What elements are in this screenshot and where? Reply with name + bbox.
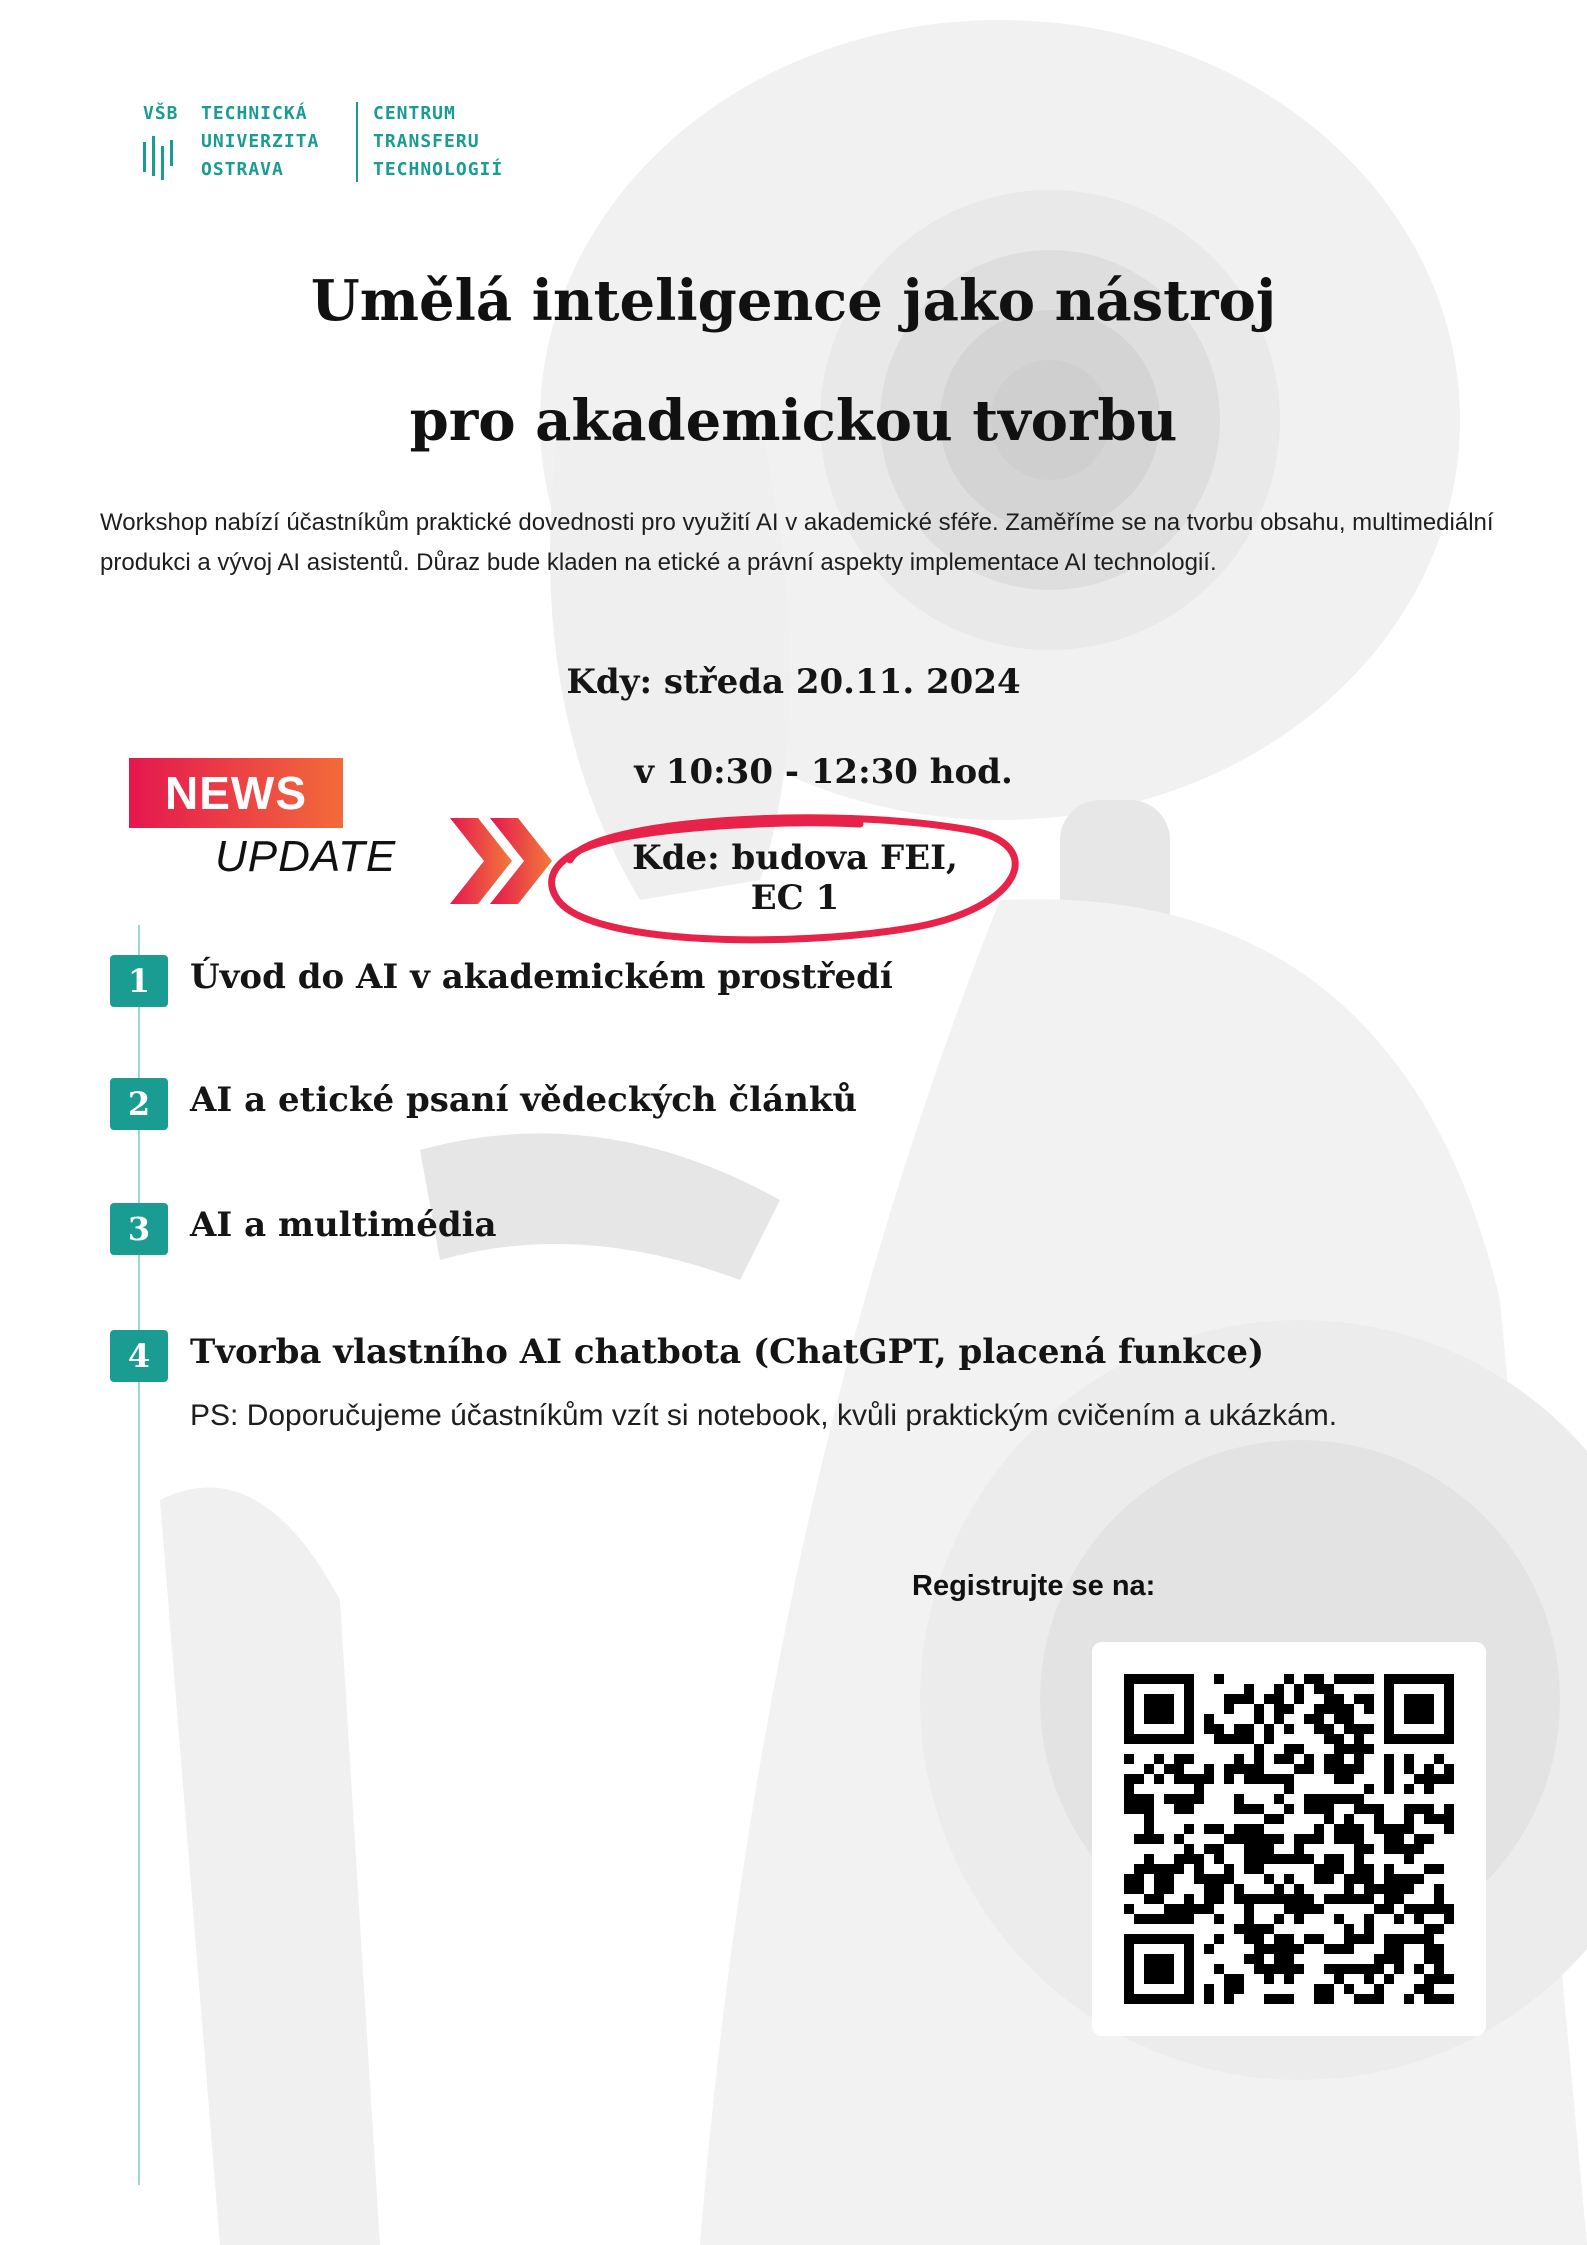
program-item-number: 3 bbox=[110, 1203, 168, 1255]
program-item-number: 1 bbox=[110, 955, 168, 1007]
program-item-number: 4 bbox=[110, 1330, 168, 1382]
event-place: Kde: budova FEI, EC 1 bbox=[632, 838, 958, 918]
logo-centre-line: CENTRUM bbox=[373, 103, 456, 124]
logo-university-line: TECHNICKÁ bbox=[201, 103, 308, 124]
note-paragraph: PS: Doporučujeme účastníkům vzít si notebook, kvůli praktickým cvičením a ukázkám. bbox=[190, 1399, 1338, 1432]
logo-centre-line: TRANSFERU bbox=[373, 131, 480, 152]
program-item-number: 2 bbox=[110, 1078, 168, 1130]
logo-centre-line: TECHNOLOGIÍ bbox=[373, 159, 504, 180]
intro-paragraph: Workshop nabízí účastníkům praktické dovednosti pro využití AI v akademické sféře. Zaměříme se na tvorbu obsahu, multimediální produkci a vývoj AI asistentů. Důraz bude kladen na etické a právní aspekty implementace AI technologií. bbox=[100, 509, 1494, 576]
logo-divider bbox=[356, 102, 358, 182]
logo-university-line: OSTRAVA bbox=[201, 159, 284, 180]
page-title-line-1: Umělá inteligence jako nástroj bbox=[310, 268, 1277, 334]
page-title-line-2: pro akademickou tvorbu bbox=[409, 388, 1178, 454]
logo-university bbox=[201, 100, 319, 184]
program-item-label: AI a multimédia bbox=[190, 1205, 497, 1245]
register-label: Registrujte se na: bbox=[912, 1570, 1156, 1602]
event-time: v 10:30 - 12:30 hod. bbox=[634, 752, 1013, 792]
logo-centre bbox=[373, 100, 503, 184]
event-date: Kdy: středa 20.11. 2024 bbox=[566, 662, 1021, 702]
program-item-label: AI a etické psaní vědeckých článků bbox=[190, 1080, 858, 1120]
news-badge: NEWS bbox=[129, 758, 343, 828]
program-item-label: Tvorba vlastního AI chatbota (ChatGPT, placená funkce) bbox=[190, 1332, 1265, 1372]
update-label: UPDATE bbox=[215, 832, 397, 881]
logo-vsb bbox=[143, 100, 179, 128]
logo-vsb-text: VŠB bbox=[143, 103, 179, 124]
logo-university-line: UNIVERZITA bbox=[201, 131, 320, 152]
vsb-bars-logo-icon bbox=[143, 136, 183, 180]
qr-code-icon[interactable] bbox=[1124, 1674, 1454, 2004]
program-item-label: Úvod do AI v akademickém prostředí bbox=[190, 957, 893, 997]
qr-card bbox=[1092, 1642, 1486, 2036]
